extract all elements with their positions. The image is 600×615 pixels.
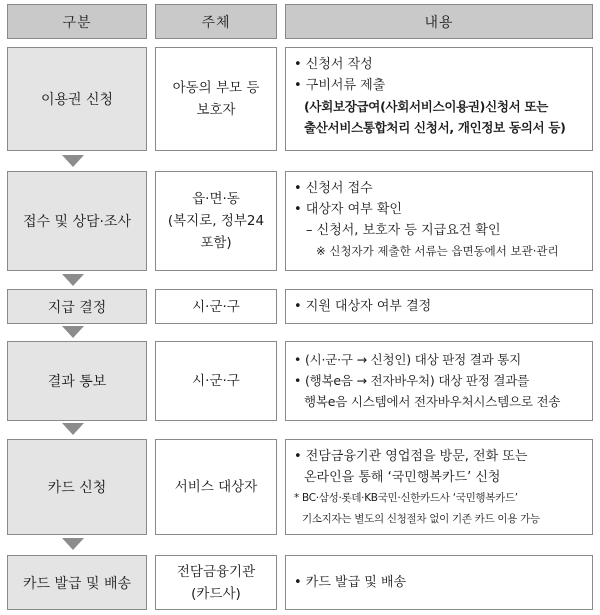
content-line: • 카드 발급 및 배송 — [294, 575, 407, 590]
actor-intake — [155, 171, 277, 271]
header-actor-label: 주체 — [201, 14, 231, 31]
content-line: • 지원 대상자 여부 결정 — [294, 299, 432, 314]
actor-card-application — [155, 439, 277, 535]
header-stage — [7, 4, 147, 39]
content-notification — [285, 341, 593, 421]
actor-line: 읍·면·동 — [192, 191, 240, 207]
header-actor — [155, 4, 277, 39]
content-card-issuance — [285, 555, 593, 610]
content-line: • (시·군·구 → 신청인) 대상 판정 결과 통지 — [294, 352, 522, 367]
flow-arrow-1 — [62, 155, 84, 167]
content-line: (사회보장급여(사회서비스이용권)신청서 또는 — [304, 99, 549, 114]
content-intake — [285, 171, 593, 271]
stage-card-issuance — [7, 555, 147, 610]
actor-line: 포함) — [200, 235, 232, 251]
stage-label: 지급 결정 — [47, 299, 107, 316]
stage-intake — [7, 171, 147, 271]
actor-line: 전담금융기관 — [176, 563, 256, 580]
content-note: * BC·삼성·롯데·KB국민·신한카드사 ‘국민행복카드’ — [294, 492, 518, 504]
content-note: ※ 신청자가 제출한 서류는 읍면동에서 보관·관리 — [316, 244, 559, 258]
stage-label: 결과 통보 — [47, 374, 107, 390]
content-line: • 신청서 작성 — [294, 57, 373, 72]
actor-notification — [155, 341, 277, 421]
actor-line: 보호자 — [196, 102, 236, 118]
flow-arrow-4 — [62, 423, 84, 435]
actor-application — [155, 47, 277, 151]
content-line: 행복e음 시스템에서 전자바우처시스템으로 전송 — [304, 394, 561, 409]
content-line: 온라인을 통해 ‘국민행복카드’ 신청 — [304, 470, 501, 485]
content-line: • 신청서 접수 — [294, 181, 373, 196]
stage-card-application — [7, 439, 147, 535]
content-line: 출산서비스통합처리 신청서, 개인정보 동의서 등) — [304, 120, 566, 135]
actor-line: 아동의 부모 등 — [172, 80, 260, 96]
header-content-label: 내용 — [424, 14, 454, 31]
stage-notification — [7, 341, 147, 421]
content-line: • 대상자 여부 확인 — [294, 202, 402, 217]
stage-label: 카드 발급 및 배송 — [22, 575, 132, 592]
stage-label: 카드 신청 — [47, 480, 107, 496]
stage-application — [7, 47, 147, 151]
actor-decision — [155, 289, 277, 324]
content-application — [285, 47, 593, 151]
content-note: 기소지자는 별도의 신청절차 없이 기존 카드 이용 가능 — [302, 513, 540, 525]
stage-label: 접수 및 상담·조사 — [22, 214, 132, 230]
content-line: • 구비서류 제출 — [294, 78, 386, 93]
actor-line: 시·군·구 — [192, 298, 240, 315]
content-decision — [285, 289, 593, 324]
content-line: • 전담금융기관 영업점을 방문, 전화 또는 — [294, 449, 528, 464]
content-line: – 신청서, 보호자 등 지급요건 확인 — [306, 223, 501, 238]
header-stage-label: 구분 — [62, 14, 92, 31]
content-line: • (행복e음 → 전자바우처) 대상 판정 결과를 — [294, 373, 530, 388]
content-card-application — [285, 439, 593, 535]
flow-arrow-2 — [62, 274, 84, 286]
flow-arrow-5 — [62, 538, 84, 550]
actor-card-issuance — [155, 555, 277, 610]
header-content — [285, 4, 593, 39]
stage-decision — [7, 289, 147, 324]
actor-line: 시·군·구 — [192, 373, 240, 389]
actor-line: (카드사) — [191, 585, 241, 602]
flow-arrow-3 — [62, 326, 84, 338]
actor-line: 서비스 대상자 — [174, 479, 258, 495]
stage-label: 이용권 신청 — [40, 92, 114, 108]
actor-line: (복지로, 정부24 — [167, 213, 265, 229]
